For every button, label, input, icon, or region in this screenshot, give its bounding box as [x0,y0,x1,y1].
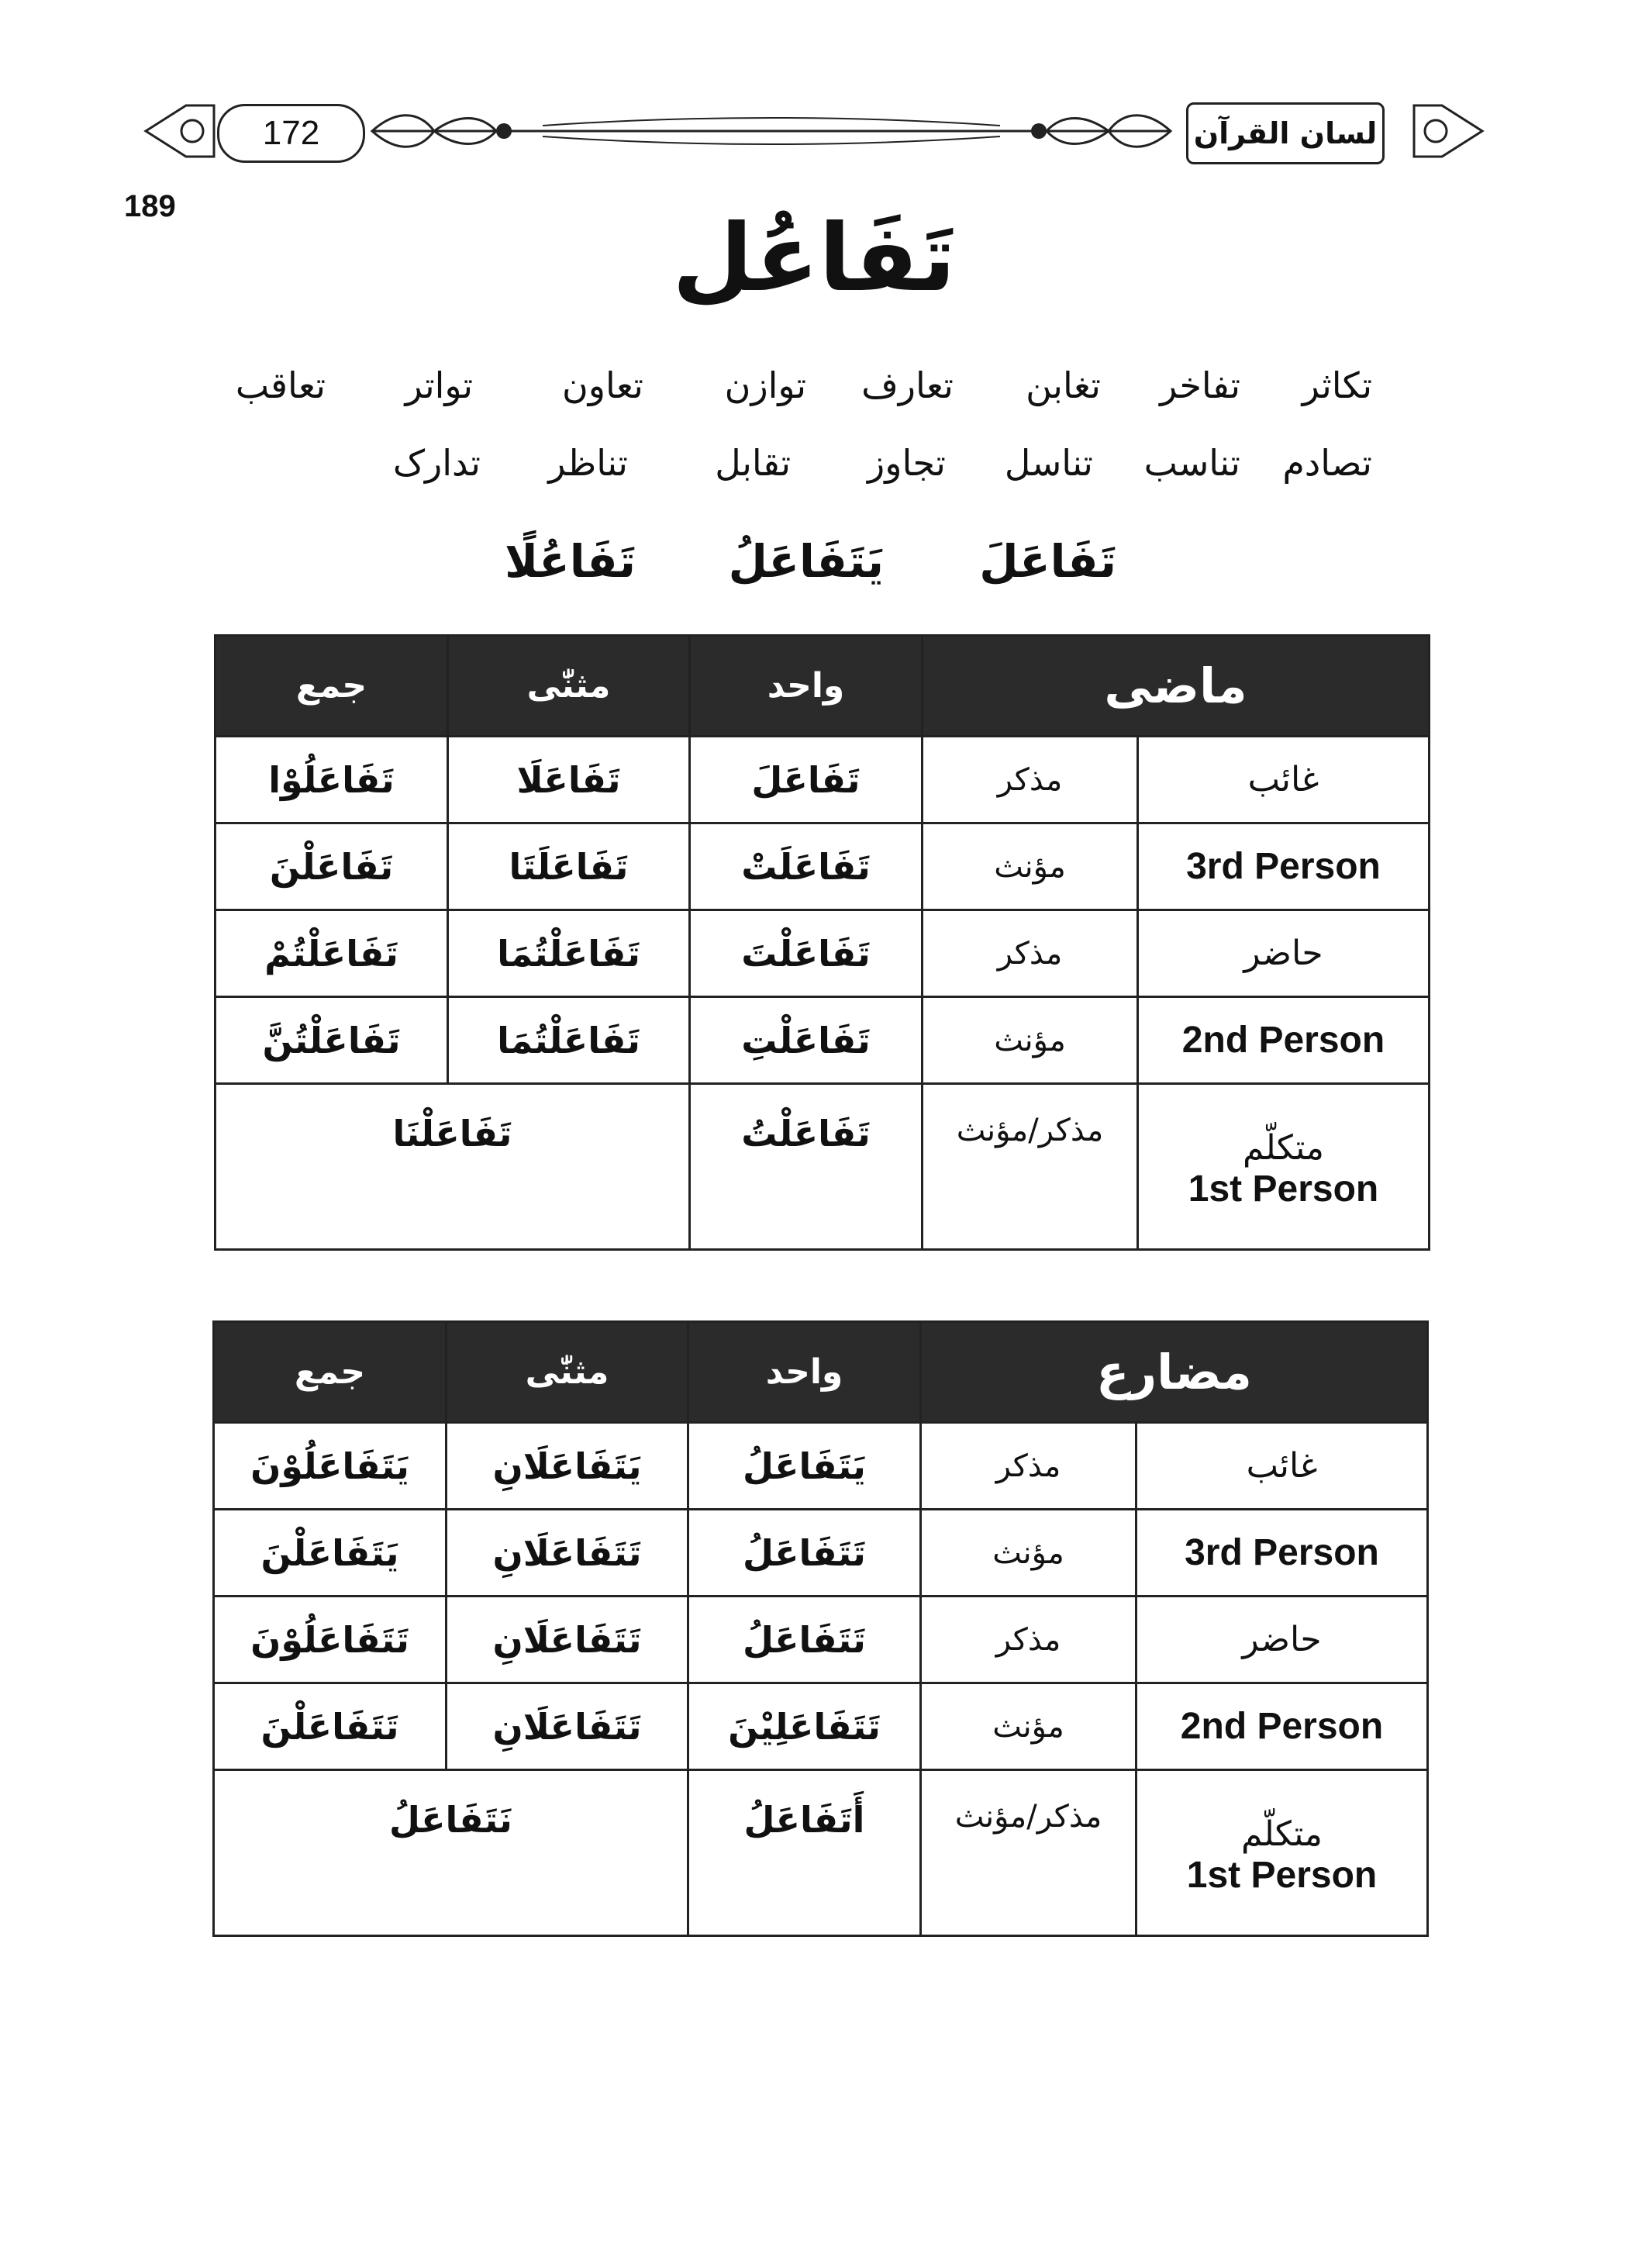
person-label-cell [1138,1084,1430,1250]
example-word: تقابل [715,442,791,484]
person-label-cell [1136,1770,1428,1936]
person-label: 3rd Person [1138,823,1430,910]
table-row [216,910,1430,997]
col-header-wahid: واحد [690,636,923,737]
example-word: تعاقب [235,364,326,406]
form-cell: تَتَفَاعَلُوْنَ [214,1597,447,1683]
form-cell: تَفَاعَلْتُنَّ [216,997,448,1084]
person-label: 3rd Person [1136,1510,1428,1597]
gender-cell: مذکر/مؤنث [921,1770,1136,1936]
table-row [214,1770,1428,1936]
gender-cell: مذکر [921,1423,1136,1510]
chapter-title: تَفَاعُل [672,205,956,312]
table-row [216,1084,1430,1250]
form-cell: تَفَاعَلْتَ [690,910,923,997]
form-cell: تَفَاعَلْتُمَا [448,997,690,1084]
form-cell: نَتَفَاعَلُ [214,1770,688,1936]
pattern-mudari: يَتَفَاعَلُ [728,535,884,588]
form-cell: تَفَاعَلَتْ [690,823,923,910]
col-header-muthanna: مثنّٰی [448,636,690,737]
table-row [216,737,1430,823]
gender-cell: مؤنث [923,823,1138,910]
mudari-conjugation-table [212,1320,1429,1937]
form-cell: تَفَاعَلْنَ [216,823,448,910]
tense-header: ماضی [923,636,1430,737]
person-label: حاضر [1138,910,1430,997]
table-row [214,1423,1428,1510]
col-header-wahid: واحد [688,1322,921,1423]
person-label: متکلّم [1243,1127,1324,1168]
table-row [214,1510,1428,1597]
form-cell: تَتَفَاعَلَانِ [447,1510,688,1597]
form-cell: يَتَفَاعَلُ [688,1423,921,1510]
example-word: تناسل [1004,442,1093,484]
side-page-number: 189 [124,189,176,223]
example-word: تناظر [548,442,628,484]
form-cell: تَفَاعَلْتُمْ [216,910,448,997]
gender-cell: مذکر [923,910,1138,997]
form-cell: تَتَفَاعَلَانِ [447,1683,688,1770]
gender-cell: مذکر [921,1597,1136,1683]
person-label: متکلّم [1241,1814,1323,1854]
table-row [214,1683,1428,1770]
form-cell: تَفَاعَلَا [448,737,690,823]
example-word: تعاون [561,364,643,406]
gender-cell: مؤنث [923,997,1138,1084]
form-cell: يَتَفَاعَلُوْنَ [214,1423,447,1510]
form-cell: تَفَاعَلَتَا [448,823,690,910]
person-label: غائب [1138,737,1430,823]
form-cell: تَتَفَاعَلُ [688,1510,921,1597]
example-word: تواتر [405,364,473,406]
table-row [216,823,1430,910]
table-header-row [214,1322,1428,1423]
gender-cell: مذکر/مؤنث [923,1084,1138,1250]
form-cell: تَتَفَاعَلَانِ [447,1597,688,1683]
example-word: تفاخر [1160,364,1240,406]
form-cell: يَتَفَاعَلْنَ [214,1510,447,1597]
col-header-muthanna: مثنّٰی [447,1322,688,1423]
form-cell: تَفَاعَلْتِ [690,997,923,1084]
gender-cell: مذکر [923,737,1138,823]
pattern-masdar: تَفَاعُلًا [505,535,636,588]
form-cell: أَتَفَاعَلُ [688,1770,921,1936]
form-cell: تَتَفَاعَلُ [688,1597,921,1683]
person-label: 1st Person [1188,1168,1379,1210]
form-cell: تَفَاعَلْتُمَا [448,910,690,997]
person-label: حاضر [1136,1597,1428,1683]
person-label: 2nd Person [1138,997,1430,1084]
example-word: تصادم [1282,442,1372,484]
form-cell: تَفَاعَلْنَا [216,1084,690,1250]
table-row [216,997,1430,1084]
page-number: 172 [217,104,365,163]
example-word: تجاوز [867,442,946,484]
tense-header: مضارع [921,1322,1428,1423]
example-word: تعارف [861,364,954,406]
example-word: تغابن [1026,364,1101,406]
form-cell: تَفَاعَلَ [690,737,923,823]
example-word: تدارک [392,442,481,484]
madi-conjugation-table [214,634,1430,1251]
person-label: 2nd Person [1136,1683,1428,1770]
example-word: توازن [724,364,806,406]
col-header-jama: جمع [216,636,448,737]
form-cell: يَتَفَاعَلَانِ [447,1423,688,1510]
person-label: غائب [1136,1423,1428,1510]
book-title: لسان القرآن [1186,102,1385,164]
person-label: 1st Person [1186,1854,1378,1896]
table-row [214,1597,1428,1683]
form-cell: تَفَاعَلْتُ [690,1084,923,1250]
example-word: تناسب [1143,442,1240,484]
col-header-jama: جمع [214,1322,447,1423]
page-header-ornament [140,95,1488,167]
form-cell: تَفَاعَلُوْا [216,737,448,823]
table-header-row [216,636,1430,737]
form-cell: تَتَفَاعَلِيْنَ [688,1683,921,1770]
gender-cell: مؤنث [921,1683,1136,1770]
example-word: تکاثر [1302,364,1372,406]
form-cell: تَتَفَاعَلْنَ [214,1683,447,1770]
gender-cell: مؤنث [921,1510,1136,1597]
pattern-madi: تَفَاعَلَ [979,535,1116,588]
